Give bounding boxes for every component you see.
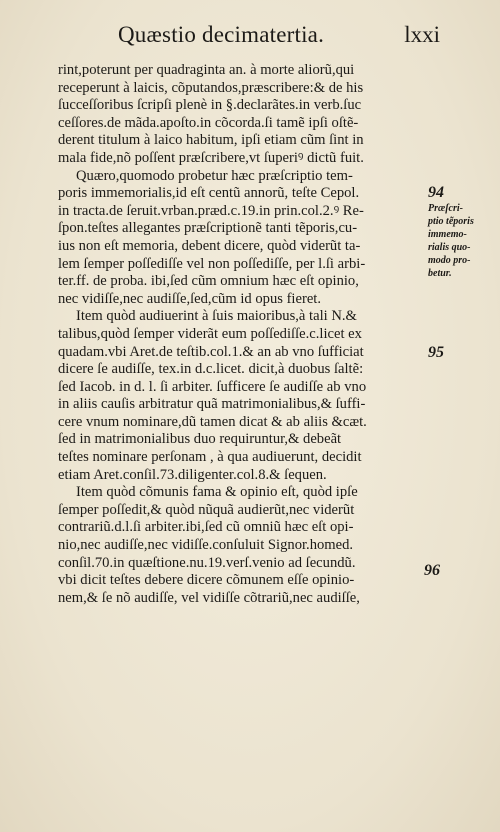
text-line: etiam Aret.conſil.73.diligenter.col.8.& ſequen. xyxy=(58,466,327,483)
text-line: mala fide,nõ poſſent præſcribere,vt ſuperiꝰ dictũ fuit. xyxy=(58,149,364,166)
text-line: nio,nec audiſſe,nec vidiſſe.conſuluit Signor.homed. xyxy=(58,537,354,554)
folio-number: lxxi xyxy=(404,22,440,47)
page-title: Quæstio decimatertia. xyxy=(118,22,325,47)
text-line: in tracta.de ſeruit.vrban.præd.c.19.in prin.col.2.ꝰ Re- xyxy=(58,202,364,219)
text-line: Quæro,quomodo probetur hæc præſcriptio tem- xyxy=(76,167,353,184)
marginal-note-line: rialis quo- xyxy=(428,242,471,253)
marginal-note-line: betur. xyxy=(428,268,452,279)
text-line: ceſſores.de mãda.apoſto.in cõcorda.ſi tamẽ ipſi oſtẽ- xyxy=(58,114,359,131)
text-line: teſtes nominare perſonam , à qua audiuerunt, decidit xyxy=(58,449,362,466)
text-line: receperunt à laicis, cõputandos,præscribere:& de his xyxy=(58,79,364,96)
text-line: ter.ff. de proba. ibi,ſed cũm omnium hæc eſt opinio, xyxy=(58,273,359,290)
marginal-note-line: ptio tẽporis xyxy=(428,216,474,227)
text-line: derent titulum à laico habitum, ipſi etiam cũm ſint in xyxy=(58,132,364,149)
text-line: ſpon.teſtes allegantes præſcriptionẽ tanti tẽporis,cu- xyxy=(58,220,358,237)
marginal-number-94: 94 xyxy=(428,184,444,201)
marginal-note-line: immemo- xyxy=(428,229,467,240)
text-line: dicere ſe audiſſe, tex.in d.c.licet. dicit,à duobus ſaltẽ: xyxy=(58,361,364,378)
text-line: ſed in matrimonialibus duo requiruntur,& debeãt xyxy=(58,431,342,448)
marginal-number-95: 95 xyxy=(428,344,444,361)
text-line: poris immemorialis,id eſt centũ annorũ, teſte Cepol. xyxy=(58,185,360,202)
main-text-block xyxy=(58,62,424,607)
text-line: nem,& ſe nõ audiſſe, vel vidiſſe cõtrariũ,nec audiſſe, xyxy=(58,589,360,606)
text-line: lem ſemper poſſediſſe vel non poſſediſſe, per l.ſi arbi- xyxy=(58,255,366,272)
text-line: nec vidiſſe,nec audiſſe,ſed,cũm id opus fieret. xyxy=(58,290,322,307)
marginal-note-line: Præſcri- xyxy=(428,203,463,214)
marginal-note-line: modo pro- xyxy=(428,255,471,266)
text-line: contrariũ.d.l.ſi arbiter.ibi,ſed cũ omniũ hæc eſt opi- xyxy=(58,519,354,536)
text-line: ſucceſſoribus ſcripſi plenè in §.declarãtes.in verb.ſuc xyxy=(58,97,362,114)
marginal-note-94 xyxy=(428,202,500,280)
text-line: conſil.70.in quæſtione.nu.19.verſ.venio ad ſecundũ. xyxy=(58,554,356,571)
text-line: ius non eſt memoria, debent dicere, quòd viderũt ta- xyxy=(58,237,361,254)
text-line: talibus,quòd ſemper viderãt eum poſſediſſe.c.licet ex xyxy=(58,325,362,342)
text-line: in aliis cauſis arbitratur quã matrimonialibus,& ſuffi- xyxy=(58,396,366,413)
text-line: quadam.vbi Aret.de teſtib.col.1.& an ab vno ſufficiat xyxy=(58,343,364,360)
text-line: vbi dicit teſtes debere dicere cõmunem eſſe opinio- xyxy=(58,572,355,589)
text-line: Item quòd cõmunis fama & opinio eſt, quòd ipſe xyxy=(76,484,358,501)
text-line: ſed Iacob. in d. l. ſi arbiter. ſufficere ſe audiſſe ab vno xyxy=(58,378,367,395)
text-line: Item quòd audiuerint à ſuis maioribus,à tali N.& xyxy=(76,308,357,325)
text-line: rint,poterunt per quadraginta an. à morte aliorũ,qui xyxy=(58,62,355,78)
running-header xyxy=(118,22,440,52)
text-line: cere vnum nominare,dũ tamen dicat & ab aliis &cæt. xyxy=(58,413,367,430)
text-line: ſemper poſſedit,& quòd nũquã audierũt,nec viderũt xyxy=(58,501,355,518)
marginal-number-96: 96 xyxy=(424,562,440,579)
